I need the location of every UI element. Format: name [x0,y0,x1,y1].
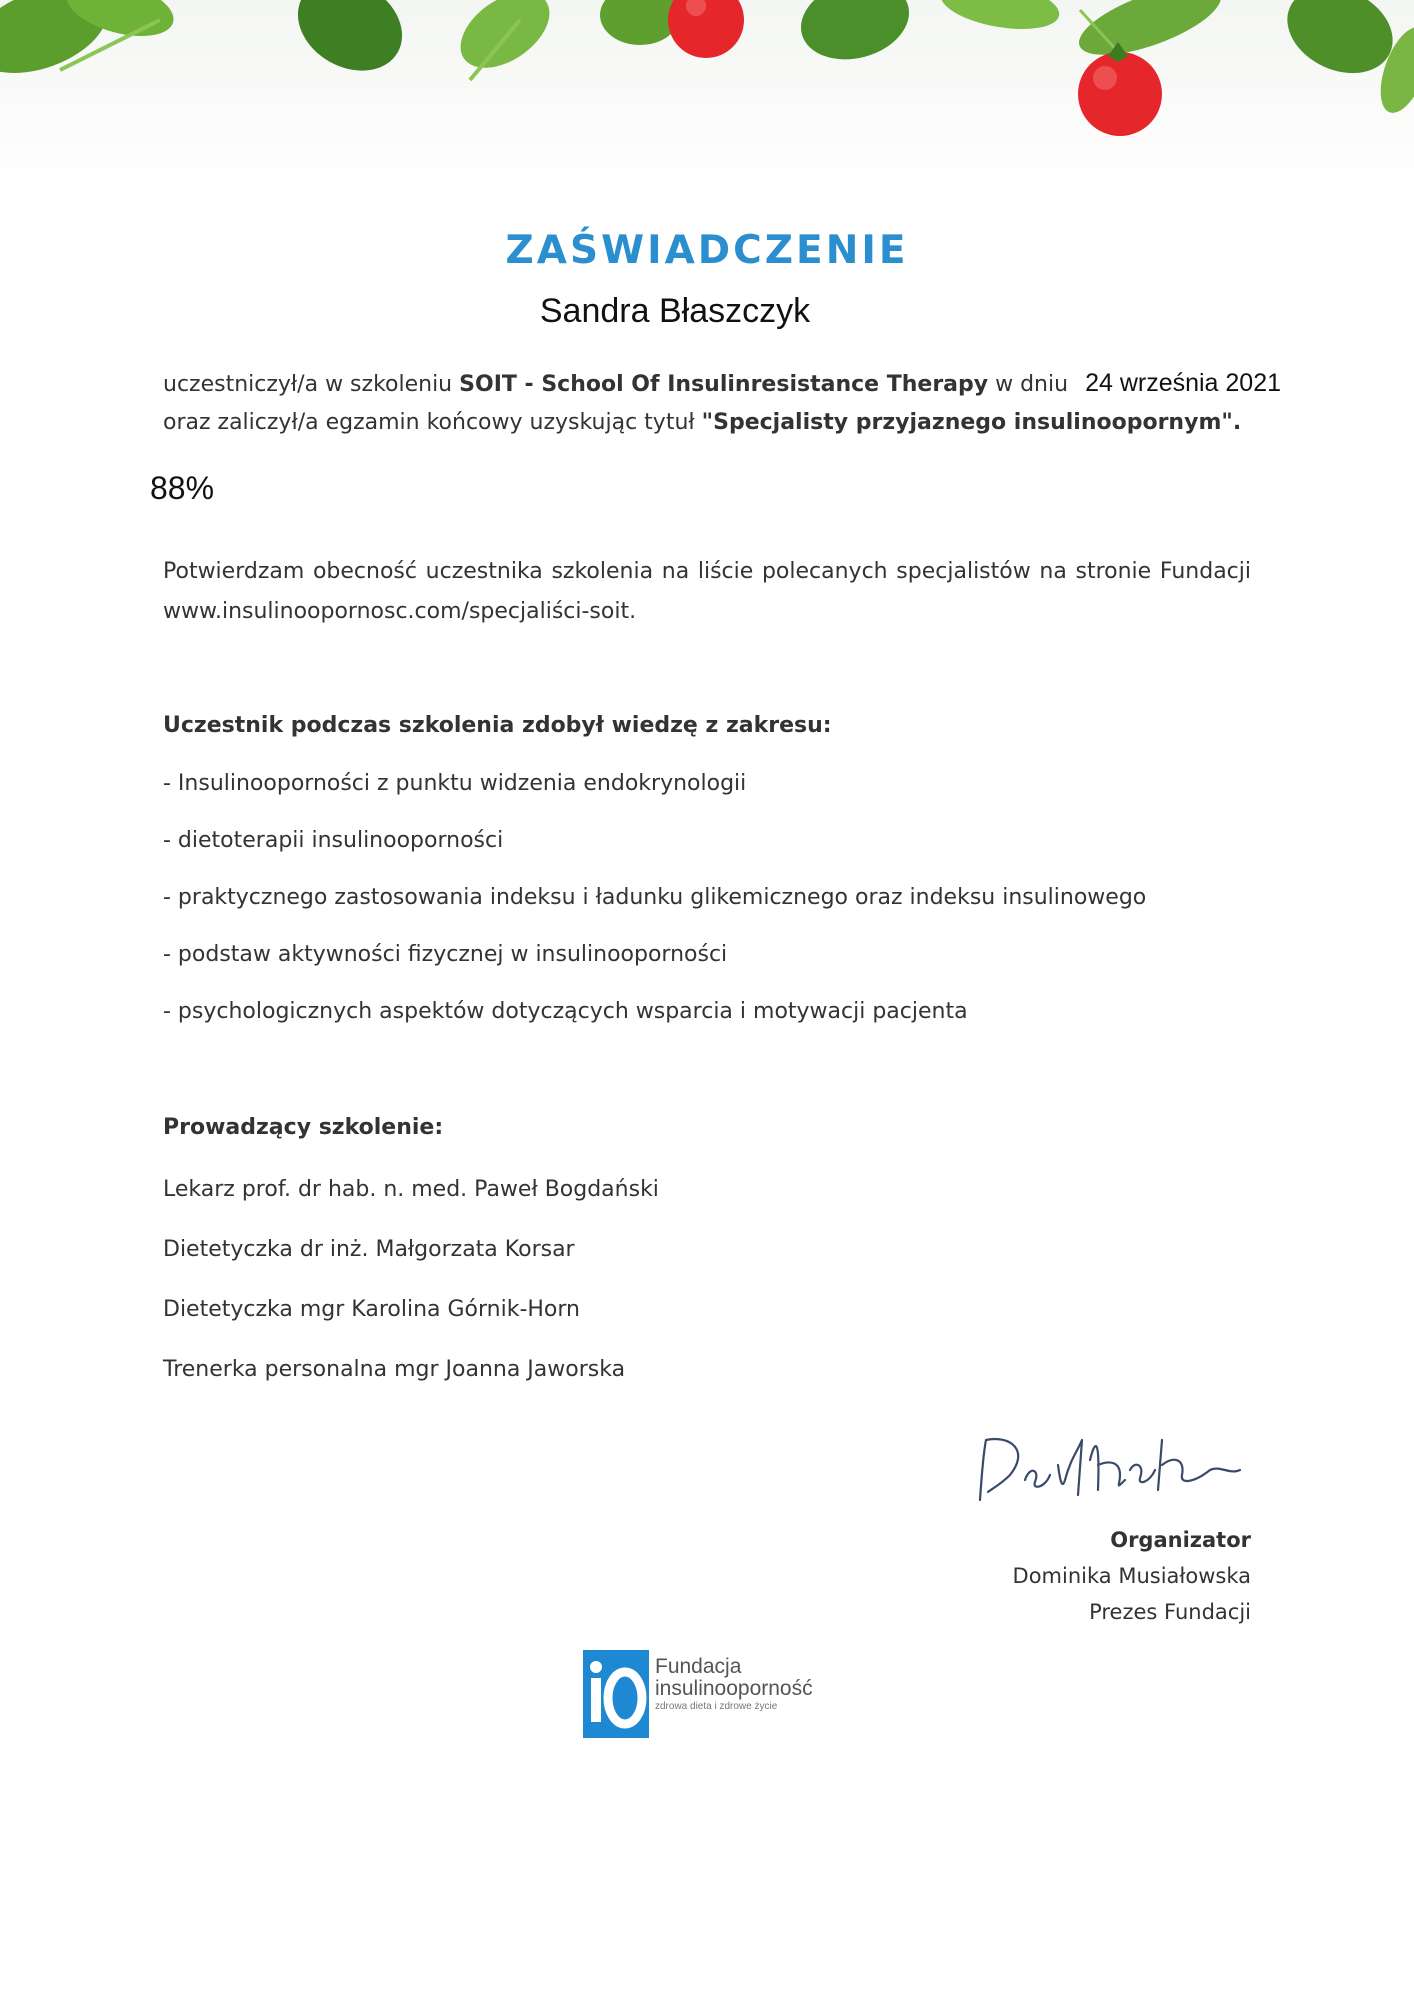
knowledge-list [163,769,1146,1054]
awarded-title: "Specjalisty przyjaznego insulinoopornym". [701,410,1242,435]
list-item: Trenerka personalna mgr Joanna Jaworska [163,1357,626,1382]
logo-mark [583,1650,649,1738]
list-item: Dietetyczka dr inż. Małgorzata Korsar [163,1237,575,1262]
handwritten-signature [970,1420,1250,1520]
exam-statement: oraz zaliczył/a egzamin końcowy uzyskując tytuł [163,410,695,435]
organizer-role: Organizator [1110,1528,1251,1552]
knowledge-heading: Uczestnik podczas szkolenia zdobył wiedzę z zakresu: [163,713,832,738]
logo-tagline: zdrowa dieta i zdrowe życie [655,1701,778,1712]
list-item: Lekarz prof. dr hab. n. med. Paweł Bogdański [163,1177,659,1202]
participation-statement [163,364,1313,442]
trainers-heading: Prowadzący szkolenie: [163,1115,444,1140]
logo-line-2: insulinooporność [655,1677,813,1700]
list-item: - Insulinooporności z punktu widzenia endokrynologii [163,771,747,796]
participation-prefix: uczestniczył/a w szkoleniu [163,372,453,397]
foundation-logo [583,1650,843,1740]
logo-line-1: Fundacja [655,1655,742,1678]
list-item: - podstaw aktywności fizycznej w insulinooporności [163,942,728,967]
trainers-list [163,1175,659,1415]
course-name: SOIT - School Of Insulinresistance Therapy [459,372,989,397]
course-date: 24 września 2021 [1085,369,1282,397]
exam-score: 88% [150,470,215,506]
participation-suffix: w dniu [995,372,1069,397]
list-item: - dietoterapii insulinooporności [163,828,504,853]
organizer-position: Prezes Fundacji [1089,1600,1251,1624]
organizer-name: Dominika Musiałowska [1012,1564,1251,1588]
certificate-title: ZAŚWIADCZENIE [505,228,909,273]
organizer-block [1013,1522,1251,1630]
confirmation-statement: Potwierdzam obecność uczestnika szkolenia na liście polecanych specjalistów na stronie Fundacji www.insulinoopornosc.com/specjaliści-soit. [163,559,1251,624]
list-item: - praktycznego zastosowania indeksu i ładunku glikemicznego oraz indeksu insulinowego [163,885,1147,910]
vegetable-border-image [0,0,1414,200]
list-item: Dietetyczka mgr Karolina Górnik-Horn [163,1297,580,1322]
list-item: - psychologicznych aspektów dotyczących wsparcia i motywacji pacjenta [163,999,968,1024]
logo-text [655,1656,813,1714]
recipient-name: Sandra Błaszczyk [539,292,811,330]
